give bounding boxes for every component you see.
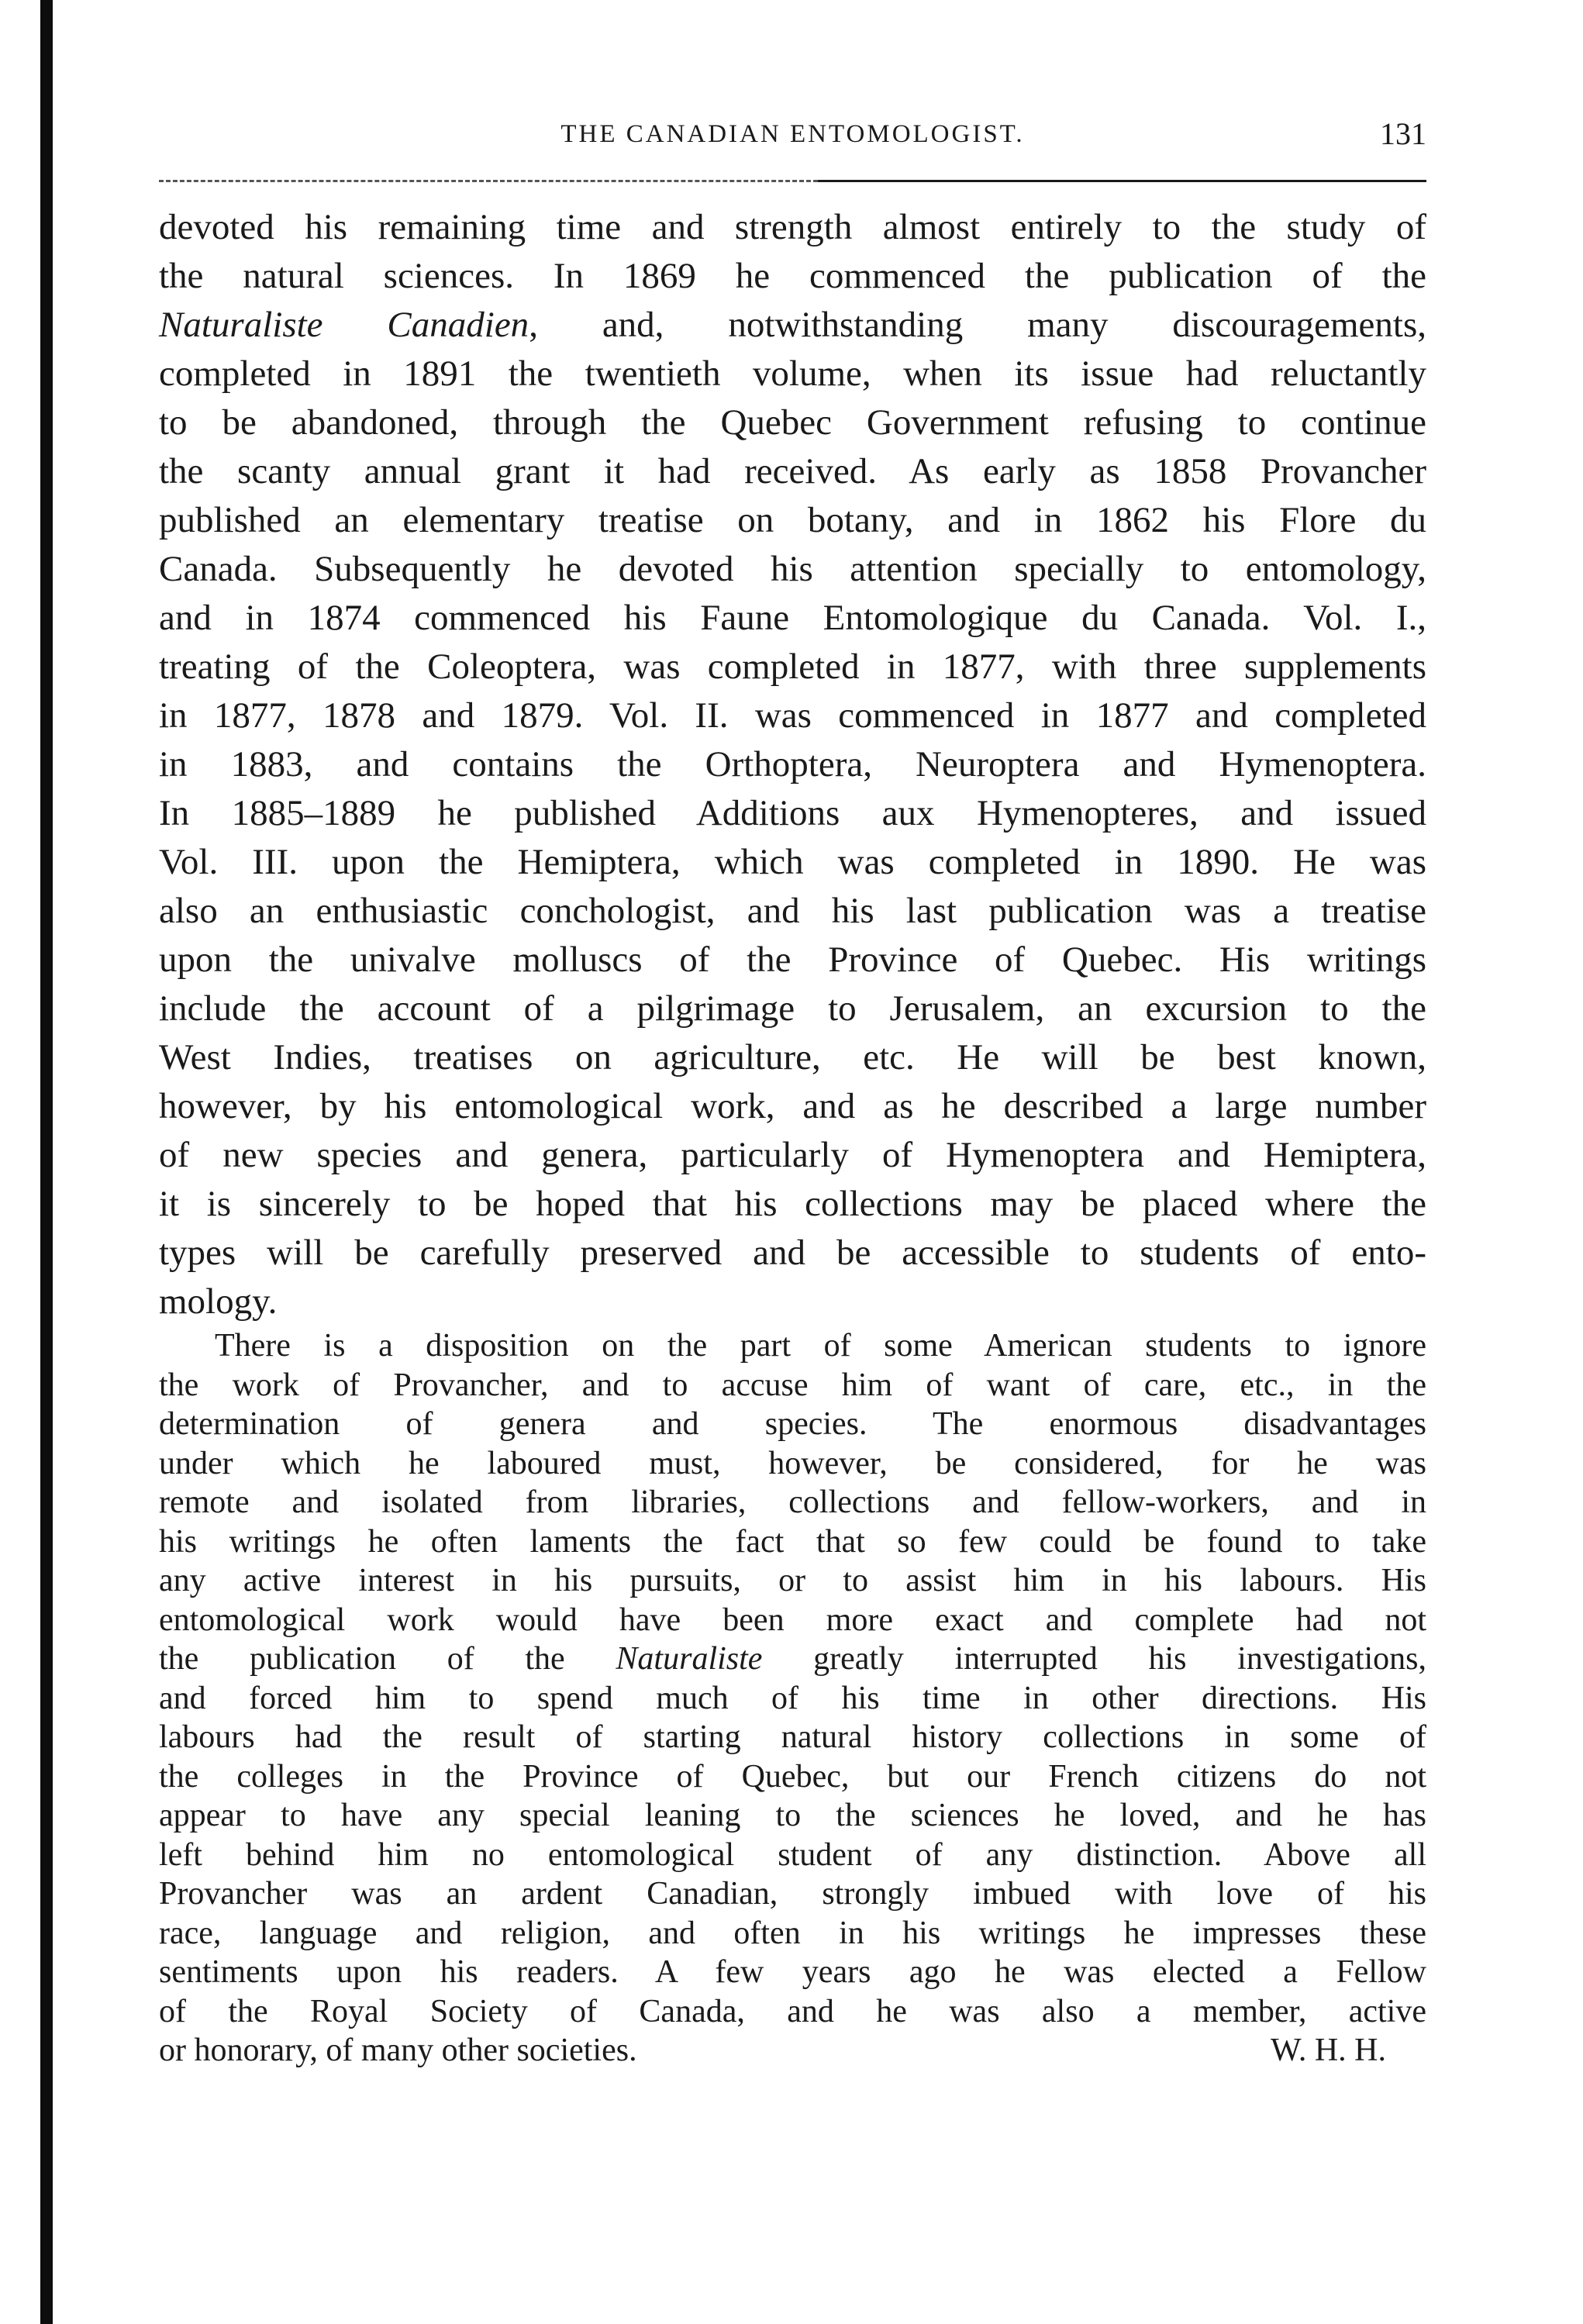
text-line: determination of genera and species. The enormous disadvantages	[159, 1406, 1426, 1442]
text-line: under which he laboured must, however, be considered, for he was	[159, 1445, 1426, 1481]
text-line: however, by his entomological work, and as he described a large number	[159, 1086, 1426, 1126]
text-line: published an elementary treatise on botany, and in 1862 his Flore du	[159, 500, 1426, 540]
text-line: race, language and religion, and often in his writings he impresses these	[159, 1915, 1426, 1951]
text-line: to be abandoned, through the Quebec Government refusing to continue	[159, 402, 1426, 443]
text-line: the scanty annual grant it had received. As early as 1858 Provancher	[159, 451, 1426, 491]
text-line: Vol. III. upon the Hemiptera, which was completed in 1890. He was	[159, 842, 1426, 882]
text-line: West Indies, treatises on agriculture, etc. He will be best known,	[159, 1037, 1426, 1078]
text-line: entomological work would have been more exact and complete had not	[159, 1602, 1426, 1638]
text-line: appear to have any special leaning to the sciences he loved, and he has	[159, 1798, 1426, 1833]
text-line: in 1883, and contains the Orthoptera, Neuroptera and Hymenoptera.	[159, 744, 1426, 784]
text-line: the publication of the Naturaliste greatly interrupted his investigations,	[159, 1641, 1426, 1677]
article-body	[159, 203, 1426, 2071]
page-number: 131	[1380, 116, 1426, 151]
text-line: of the Royal Society of Canada, and he was also a member, active	[159, 1993, 1426, 2029]
text-line: Provancher was an ardent Canadian, strongly imbued with love of his	[159, 1876, 1426, 1912]
page-header	[159, 115, 1426, 153]
author-signature: W. H. H.	[1271, 2033, 1386, 2068]
text-line: include the account of a pilgrimage to Jerusalem, an excursion to the	[159, 988, 1426, 1029]
text-line: his writings he often laments the fact that so few could be found to take	[159, 1523, 1426, 1560]
text-line: of new species and genera, particularly of Hymenoptera and Hemiptera,	[159, 1135, 1426, 1175]
text-line: There is a disposition on the part of some American students to ignore	[215, 1328, 1426, 1364]
page-binding-edge	[40, 0, 53, 2324]
header-rule-solid	[818, 180, 1426, 182]
text-line: In 1885–1889 he published Additions aux Hymenopteres, and issued	[159, 793, 1426, 833]
text-line: and in 1874 commenced his Faune Entomologique du Canada. Vol. I.,	[159, 598, 1426, 638]
text-line: the work of Provancher, and to accuse him of want of care, etc., in the	[159, 1367, 1426, 1403]
text-line: the colleges in the Province of Quebec, but our French citizens do not	[159, 1758, 1426, 1795]
header-rule-dashed	[159, 180, 818, 182]
text-line: the natural sciences. In 1869 he commenced the publication of the	[159, 256, 1426, 296]
text-line: left behind him no entomological student of any distinction. Above all	[159, 1836, 1426, 1873]
text-line: types will be carefully preserved and be accessible to students of ento-	[159, 1233, 1426, 1273]
text-line: and forced him to spend much of his time in other directions. His	[159, 1680, 1426, 1716]
text-line: completed in 1891 the twentieth volume, when its issue had reluctantly	[159, 353, 1426, 394]
text-line: treating of the Coleoptera, was completed in 1877, with three supplements	[159, 647, 1426, 687]
paragraph-1	[159, 203, 1426, 1326]
text-line-final: or honorary, of many other societies. W. H. H.	[159, 2031, 1426, 2071]
text-line: upon the univalve molluscs of the Province of Quebec. His writings	[159, 940, 1426, 980]
text-line: Naturaliste Canadien, and, notwithstanding many discouragements,	[159, 305, 1427, 345]
text-line: in 1877, 1878 and 1879. Vol. II. was commenced in 1877 and completed	[159, 695, 1426, 736]
text-line: it is sincerely to be hoped that his collections may be placed where the	[159, 1184, 1426, 1224]
text-line: any active interest in his pursuits, or to assist him in his labours. His	[159, 1563, 1426, 1598]
text-line: remote and isolated from libraries, collections and fellow-workers, and in	[159, 1484, 1426, 1520]
text-line: sentiments upon his readers. A few years ago he was elected a Fellow	[159, 1954, 1426, 1990]
text-line: devoted his remaining time and strength almost entirely to the study of	[159, 207, 1426, 247]
text-line: Canada. Subsequently he devoted his attention specially to entomology,	[159, 549, 1426, 589]
text-line: labours had the result of starting natural history collections in some of	[159, 1719, 1426, 1755]
text-line: also an enthusiastic conchologist, and his last publication was a treatise	[159, 891, 1426, 931]
running-head: THE CANADIAN ENTOMOLOGIST.	[560, 120, 1025, 148]
paragraph-2	[159, 1326, 1426, 2071]
text-line: mology.	[159, 1281, 278, 1322]
